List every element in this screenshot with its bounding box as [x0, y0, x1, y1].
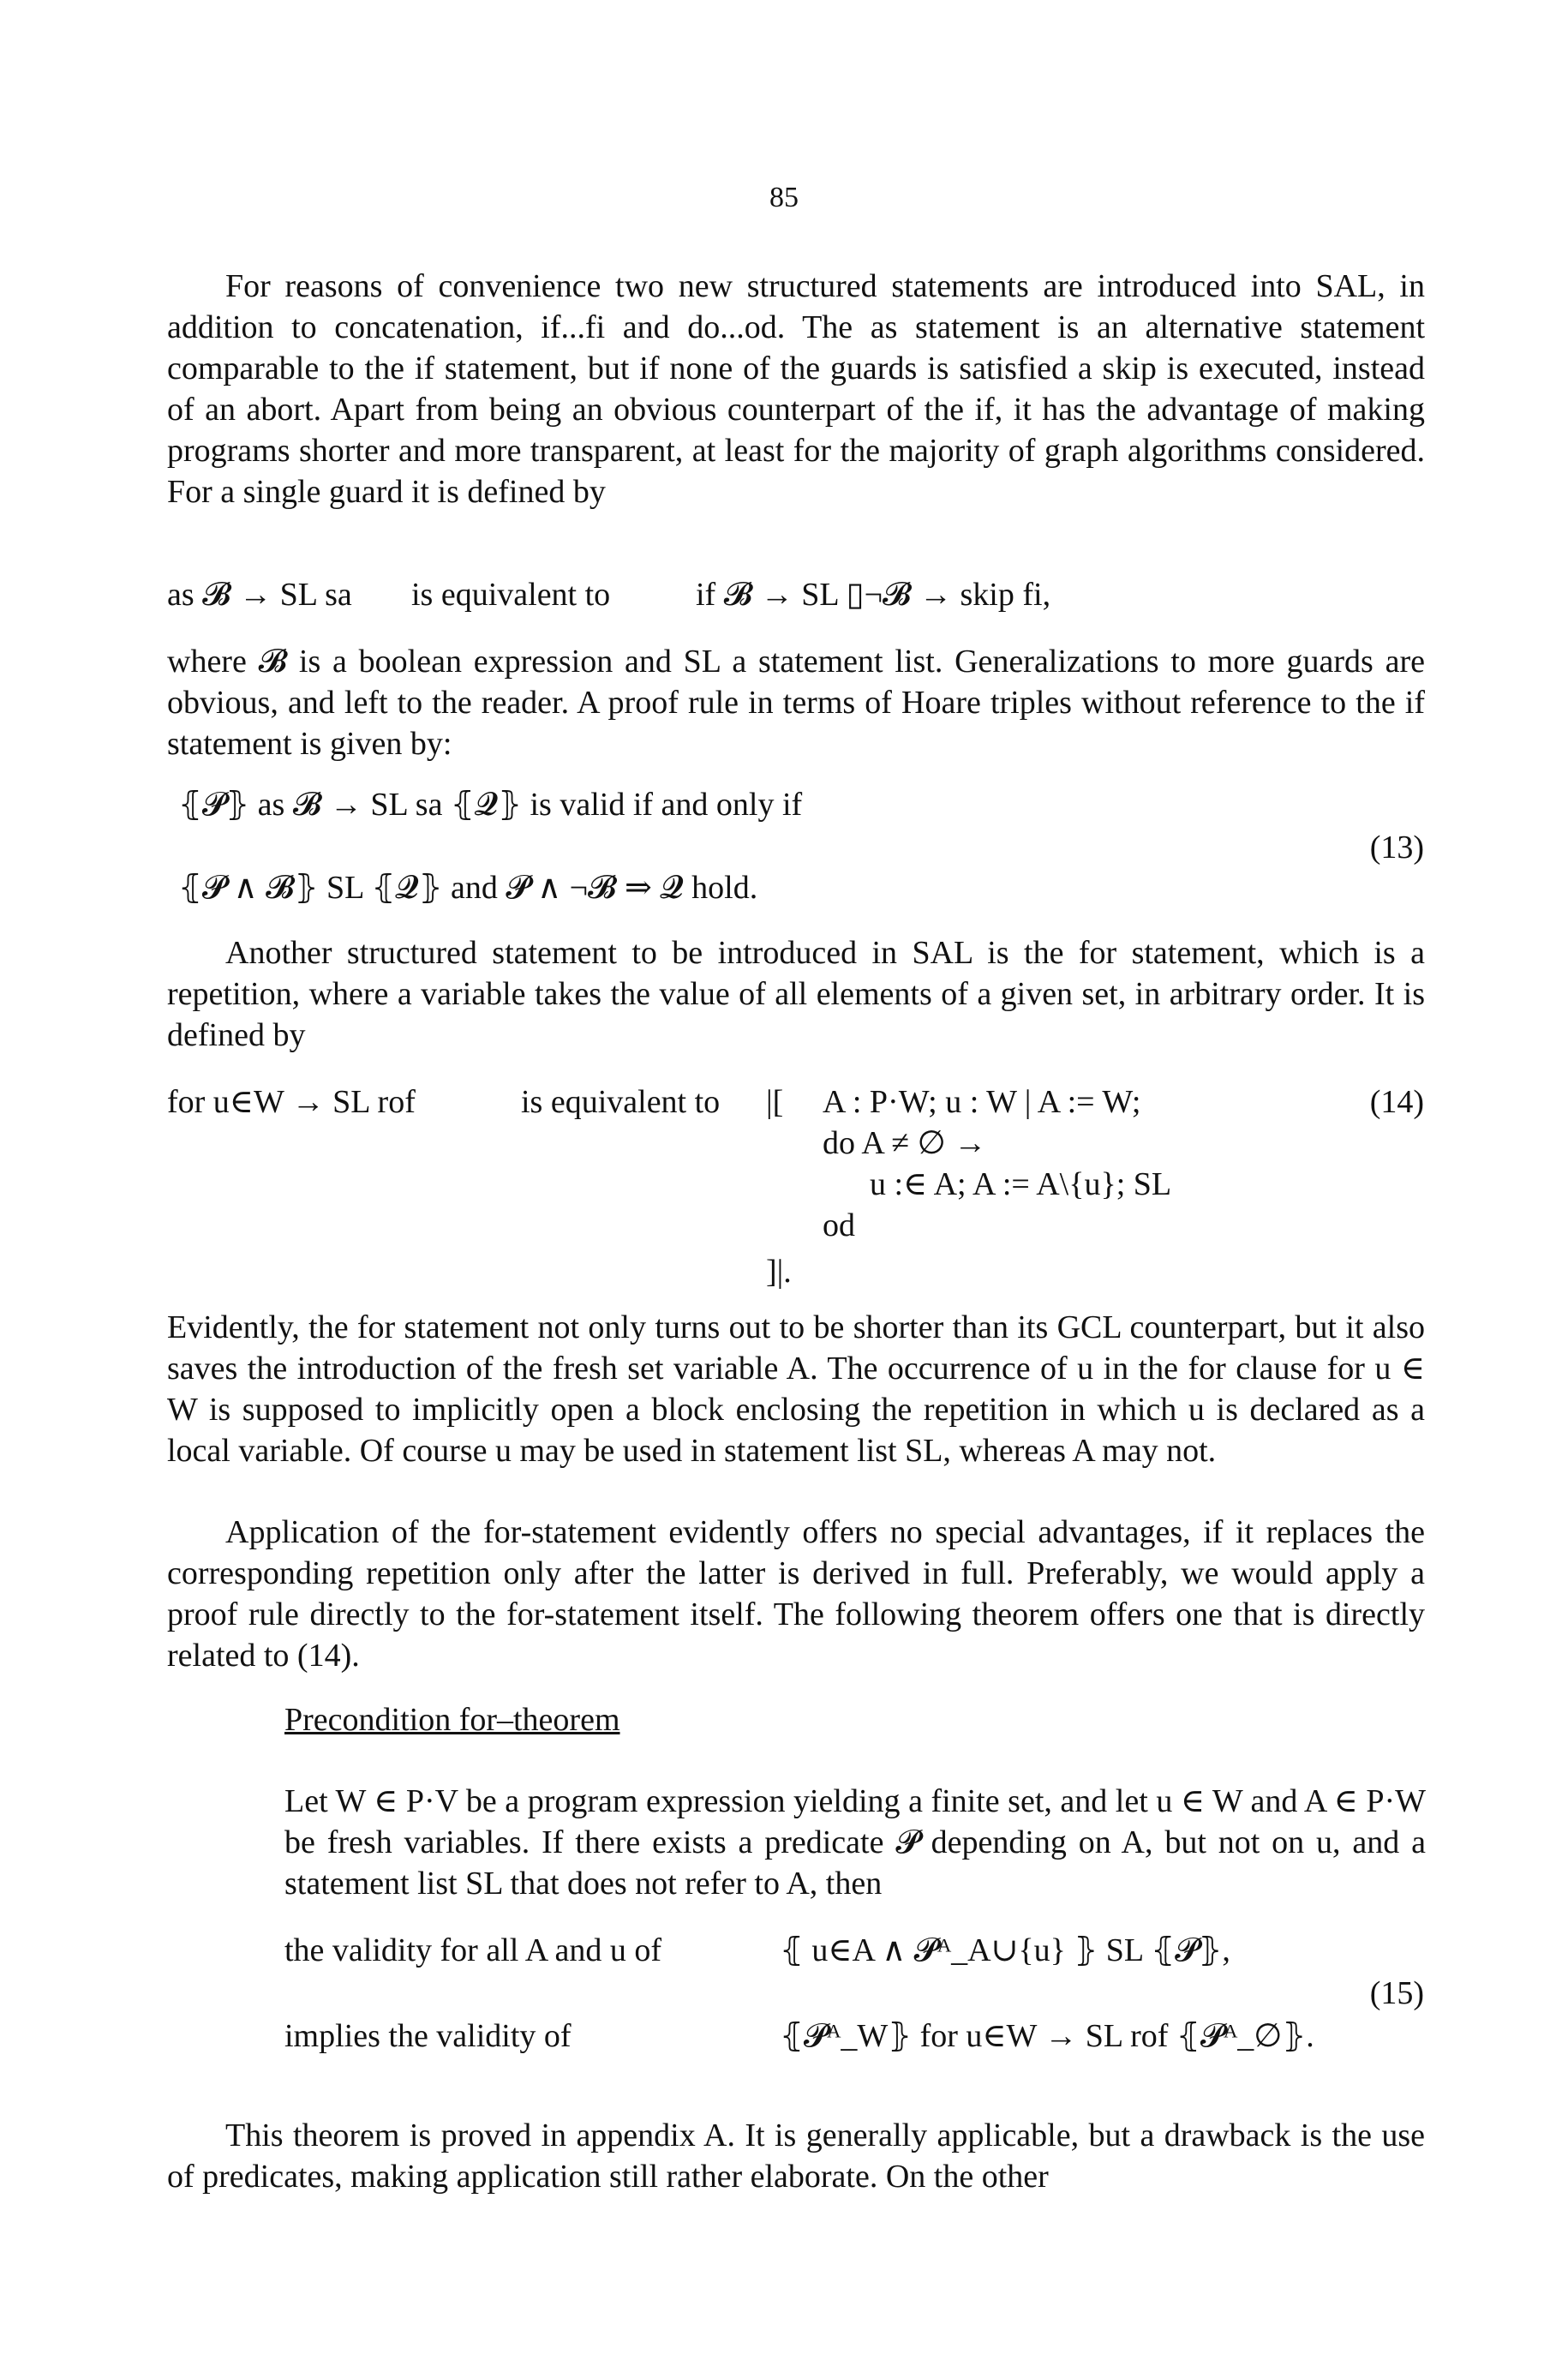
eq13-line2: ⦃𝓟 ∧ 𝓑⦄ SL ⦃𝓠⦄ and 𝓟 ∧ ¬𝓑 ⇒ 𝓠 hold.: [178, 870, 758, 906]
eq13-number: (13): [1369, 830, 1424, 866]
eq15-formula2: ⦃𝓟ᴬ_W⦄ for u∈W → SL rof ⦃𝓟ᴬ_∅⦄.: [780, 2018, 1314, 2054]
paragraph-for-statement: Another structured statement to be introduced in SAL is the for statement, which is a repetition, where a variable takes the value of all elements of a given set, in arbitrary order. It is defined by: [167, 935, 1425, 1053]
as-lhs: as 𝓑 → SL sa: [167, 577, 352, 613]
eq15-number: (15): [1369, 1975, 1424, 2011]
eq14-lhs: for u∈W → SL rof: [167, 1084, 416, 1120]
paragraph-application: Application of the for-statement evidently offers no special advantages, if it replaces the corresponding repetition only after the latter is derived in full. Preferably, we would apply a proof rule directly to the for-statement itself. The following theorem offers one that is directly related to (14).: [167, 1514, 1425, 1674]
eq15-label2: implies the validity of: [284, 2018, 572, 2054]
theorem-body: Let W ∈ P·V be a program expression yielding a finite set, and let u ∈ W and A ∈ P·W be fresh variables. If there exists a predicate 𝓟 depending on A, but not on u, and a statement list SL that does not refer to A, then: [284, 1783, 1426, 1902]
eq14-number: (14): [1369, 1084, 1424, 1120]
eq15-label1: the validity for all A and u of: [284, 1932, 662, 1968]
as-equivalence: is equivalent to: [411, 577, 611, 613]
eq14-line2: do A ≠ ∅ →: [823, 1125, 987, 1161]
eq14-line1: A : P·W; u : W | A := W;: [823, 1084, 1141, 1120]
eq15-formula1: ⦃ u∈A ∧ 𝓟ᴬ_A∪{u} ⦄ SL ⦃𝓟⦄,: [780, 1932, 1230, 1968]
eq14-open-bracket: |[: [766, 1084, 784, 1120]
page-number: 85: [769, 182, 799, 213]
eq13-line1: ⦃𝓟⦄ as 𝓑 → SL sa ⦃𝓠⦄ is valid if and only if: [178, 787, 803, 823]
eq14-line3: u :∈ A; A := A\{u}; SL: [870, 1166, 1172, 1202]
eq14-line4: od: [823, 1207, 855, 1243]
as-rhs: if 𝓑 → SL ▯¬𝓑 → skip fi,: [696, 577, 1051, 613]
theorem-title: Precondition for–theorem: [284, 1702, 620, 1738]
paragraph-where: where 𝓑 is a boolean expression and SL a statement list. Generalizations to more guards are obvious, and left to the reader. A proof rule in terms of Hoare triples without reference to the if statement is given by:: [167, 644, 1425, 762]
paragraph-proof: This theorem is proved in appendix A. It is generally applicable, but a drawback is the use of predicates, making application still rather elaborate. On the other: [167, 2117, 1425, 2195]
paragraph-intro: For reasons of convenience two new structured statements are introduced into SAL, in addition to concatenation, if...fi and do...od. The as statement is an alternative statement comparable to the if statement, but if none of the guards is satisfied a skip is executed, instead of an abort. Apart from being an obvious counterpart of the if, it has the advantage of making programs shorter and more transparent, at least for the majority of graph algorithms considered. For a single guard it is defined by: [167, 268, 1425, 510]
eq14-equivalence: is equivalent to: [521, 1084, 721, 1120]
eq14-close-bracket: ]|.: [766, 1254, 792, 1290]
paragraph-evidently: Evidently, the for statement not only turns out to be shorter than its GCL counterpart, but it also saves the introduction of the fresh set variable A. The occurrence of u in the for clause for u ∈ W is supposed to implicitly open a block enclosing the repetition in which u is declared as a local variable. Of course u may be used in statement list SL, whereas A may not.: [167, 1309, 1425, 1469]
